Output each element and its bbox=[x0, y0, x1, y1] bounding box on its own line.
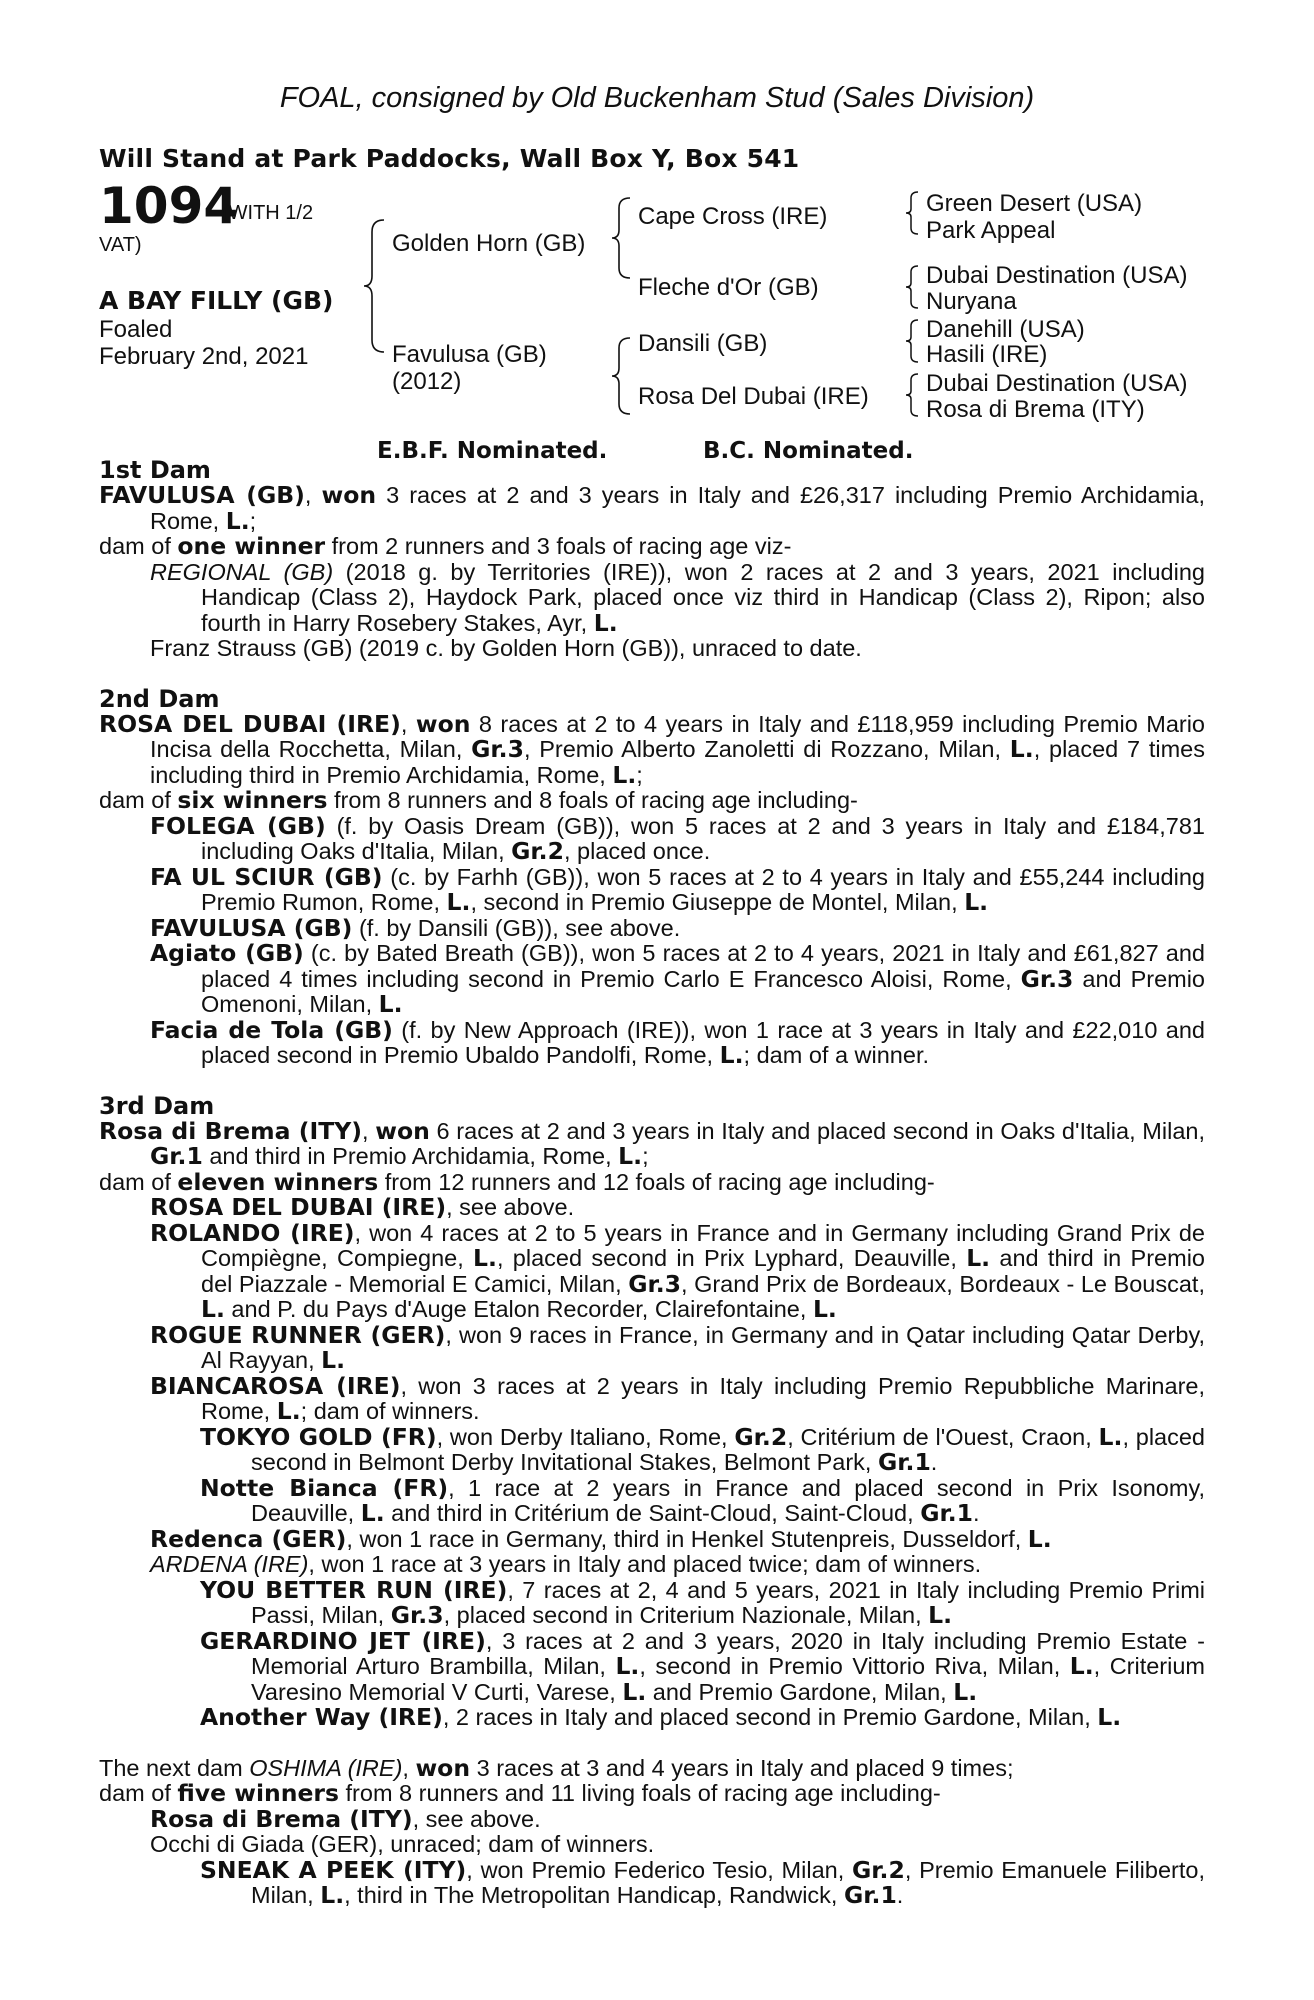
pedigree-dd-dam: Rosa di Brema (ITY) bbox=[926, 396, 1145, 423]
pedigree-dam-sire: Dansili (GB) bbox=[638, 330, 768, 357]
pedigree-ds-sire: Danehill (USA) bbox=[926, 316, 1085, 343]
pedigree-dd-sire: Dubai Destination (USA) bbox=[926, 370, 1188, 397]
pedigree-brace-sd bbox=[904, 264, 920, 310]
dam-name: FAVULUSA (GB) bbox=[99, 481, 305, 509]
produce-entry: ROLANDO (IRE), won 4 races at 2 to 5 years in France and in Germany including Grand Prix de Compiègne, Compiegne, L., placed second in Prix Lyphard, Deauville, L. and third in Premio del Piazzale - Memorial E Camici, Milan, Gr.3, Grand Prix de Bordeaux, Bordeaux - Le Bouscat, L. and P. du Pays d'Auge Etalon Recorder, Clairefontaine, L. bbox=[150, 1218, 1205, 1323]
pedigree-brace-ds bbox=[904, 318, 920, 364]
pedigree-brace-dam bbox=[610, 336, 632, 416]
second-dam-produce: dam of six winners from 8 runners and 8 foals of racing age including- bbox=[99, 786, 858, 814]
produce-entry: Occhi di Giada (GER), unraced; dam of winners. bbox=[150, 1831, 655, 1857]
pedigree-sire: Golden Horn (GB) bbox=[392, 230, 586, 257]
pedigree-sire-sire: Cape Cross (IRE) bbox=[638, 203, 828, 230]
foaled-info bbox=[99, 316, 308, 370]
consignor-heading: FOAL, consigned by Old Buckenham Stud (Sales Division) bbox=[279, 82, 1035, 114]
second-dam-heading: 2nd Dam bbox=[99, 684, 220, 713]
produce-entry: FOLEGA (GB) (f. by Oasis Dream (GB)), won 5 races at 2 and 3 years in Italy and £184,781 including Oaks d'Italia, Milan, Gr.2, placed once. bbox=[150, 811, 1205, 865]
pedigree-dam-dam: Rosa Del Dubai (IRE) bbox=[638, 383, 869, 410]
stand-location: Will Stand at Park Paddocks, Wall Box Y, Box 541 bbox=[99, 144, 800, 173]
produce-entry: Agiato (GB) (c. by Bated Breath (GB)), won 5 races at 2 to 4 years, 2021 in Italy and £61,827 and placed 4 times including second in Premio Carlo E Francesco Aloisi, Rome, Gr.3 and Premio Omenoni, Milan, L. bbox=[150, 939, 1206, 1018]
vat-note: (WITH 1/2 bbox=[222, 202, 314, 224]
first-dam-produce: dam of one winner from 2 runners and 3 foals of racing age viz- bbox=[99, 532, 792, 560]
produce-entry: ARDENA (IRE), won 1 race at 3 years in Italy and placed twice; dam of winners. bbox=[150, 1551, 982, 1577]
vat-note-continued: VAT) bbox=[99, 234, 142, 256]
produce-entry: FAVULUSA (GB) (f. by Dansili (GB)), see above. bbox=[150, 913, 681, 942]
pedigree-ss-sire: Green Desert (USA) bbox=[926, 190, 1143, 217]
produce-entry: Another Way (IRE), 2 races in Italy and placed second in Premio Gardone, Milan, L. bbox=[200, 1703, 1122, 1731]
third-dam-produce: dam of eleven winners from 12 runners and 12 foals of racing age including- bbox=[99, 1167, 935, 1196]
pedigree-sire-dam: Fleche d'Or (GB) bbox=[638, 274, 819, 301]
bc-nomination: B.C. Nominated. bbox=[703, 438, 914, 464]
next-dam-summary: The next dam OSHIMA (IRE), won 3 races at 3 and 4 years in Italy and placed 9 times; bbox=[99, 1753, 1014, 1782]
produce-entry: YOU BETTER RUN (IRE), 7 races at 2, 4 and 5 years, 2021 in Italy including Premio Primi Passi, Milan, Gr.3, placed second in Criterium Nazionale, Milan, L. bbox=[200, 1575, 1205, 1629]
produce-entry: Rosa di Brema (ITY), see above. bbox=[150, 1804, 541, 1833]
horse-description: A BAY FILLY (GB) bbox=[99, 286, 334, 315]
first-dam-heading: 1st Dam bbox=[99, 456, 211, 484]
third-dam-heading: 3rd Dam bbox=[99, 1091, 215, 1120]
ebf-nomination: E.B.F. Nominated. bbox=[377, 438, 608, 464]
next-dam-produce: dam of five winners from 8 runners and 11 living foals of racing age including- bbox=[99, 1779, 941, 1807]
foaled-label: Foaled bbox=[99, 316, 173, 343]
pedigree-ss-dam: Park Appeal bbox=[926, 217, 1056, 244]
produce-entry: ROGUE RUNNER (GER), won 9 races in France, in Germany and in Qatar including Qatar Derby, Al Rayyan, L. bbox=[150, 1320, 1205, 1374]
pedigree-dam: Favulusa (GB) bbox=[392, 341, 547, 368]
produce-entry: REGIONAL (GB) (2018 g. by Territories (IRE)), won 2 races at 2 and 3 years, 2021 including Handicap (Class 2), Haydock Park, placed once viz third in Handicap (Class 2), Ripon; also fourth in Harry Rosebery Stakes, Ayr, L. bbox=[150, 558, 1205, 637]
pedigree-ds-dam: Hasili (IRE) bbox=[926, 341, 1048, 368]
produce-entry: Franz Strauss (GB) (2019 c. by Golden Horn (GB)), unraced to date. bbox=[150, 635, 862, 661]
third-dam-summary: Rosa di Brema (ITY), won 6 races at 2 and 3 years in Italy and placed second in Oaks d'Italia, Milan, Gr.1 and third in Premio Archidamia, Rome, L.; bbox=[99, 1116, 1205, 1170]
pedigree-brace-ss bbox=[904, 190, 920, 236]
produce-entry: TOKYO GOLD (FR), won Derby Italiano, Rome, Gr.2, Critérium de l'Ouest, Craon, L., placed second in Belmont Derby Invitational Stakes, Belmont Park, Gr.1. bbox=[200, 1422, 1205, 1476]
pedigree-brace-main bbox=[362, 218, 386, 354]
first-dam-summary: FAVULUSA (GB), won 3 races at 2 and 3 years in Italy and £26,317 including Premio Archidamia, Rome, L.; bbox=[99, 481, 1205, 535]
pedigree-brace-sire bbox=[610, 196, 632, 280]
produce-entry: Notte Bianca (FR), 1 race at 2 years in France and placed second in Prix Isonomy, Deauville, L. and third in Critérium de Saint-Cloud, Saint-Cloud, Gr.1. bbox=[200, 1473, 1205, 1527]
pedigree-sd-dam: Nuryana bbox=[926, 288, 1017, 315]
produce-entry: ROSA DEL DUBAI (IRE), see above. bbox=[150, 1193, 575, 1221]
lot-number: 1094 bbox=[99, 177, 239, 235]
produce-entry: BIANCAROSA (IRE), won 3 races at 2 years in Italy including Premio Repubbliche Marinare, Rome, L.; dam of winners. bbox=[150, 1371, 1205, 1425]
produce-entry: SNEAK A PEEK (ITY), won Premio Federico Tesio, Milan, Gr.2, Premio Emanuele Filiberto, Milan, L., third in The Metropolitan Handicap, Randwick, Gr.1. bbox=[200, 1855, 1205, 1909]
produce-entry: Redenca (GER), won 1 race in Germany, third in Henkel Stutenpreis, Dusseldorf, L. bbox=[150, 1524, 1052, 1553]
pedigree-dam-year: (2012) bbox=[392, 368, 462, 395]
produce-entry: FA UL SCIUR (GB) (c. by Farhh (GB)), won 5 races at 2 to 4 years in Italy and £55,244 including Premio Rumon, Rome, L., second in Premio Giuseppe de Montel, Milan, L. bbox=[150, 862, 1205, 916]
produce-entry: GERARDINO JET (IRE), 3 races at 2 and 3 years, 2020 in Italy including Premio Estate - Memorial Arturo Brambilla, Milan, L., second in Premio Vittorio Riva, Milan, L., Criterium Varesino Memorial V Curti, Varese, L. and Premio Gardone, Milan, L. bbox=[200, 1626, 1205, 1706]
produce-entry: Facia de Tola (GB) (f. by New Approach (IRE)), won 1 race at 3 years in Italy and £22,010 and placed second in Premio Ubaldo Pandolfi, Rome, L.; dam of a winner. bbox=[150, 1015, 1205, 1069]
foaled-date: February 2nd, 2021 bbox=[99, 343, 309, 370]
produce-record bbox=[99, 458, 1205, 1909]
pedigree-sd-sire: Dubai Destination (USA) bbox=[926, 262, 1188, 289]
second-dam-summary: ROSA DEL DUBAI (IRE), won 8 races at 2 to 4 years in Italy and £118,959 including Premio Mario Incisa della Rocchetta, Milan, Gr.3, Premio Alberto Zanoletti di Rozzano, Milan, L., placed 7 times including third in Premio Archidamia, Rome, L.; bbox=[99, 709, 1206, 789]
pedigree-brace-dd bbox=[904, 372, 920, 418]
